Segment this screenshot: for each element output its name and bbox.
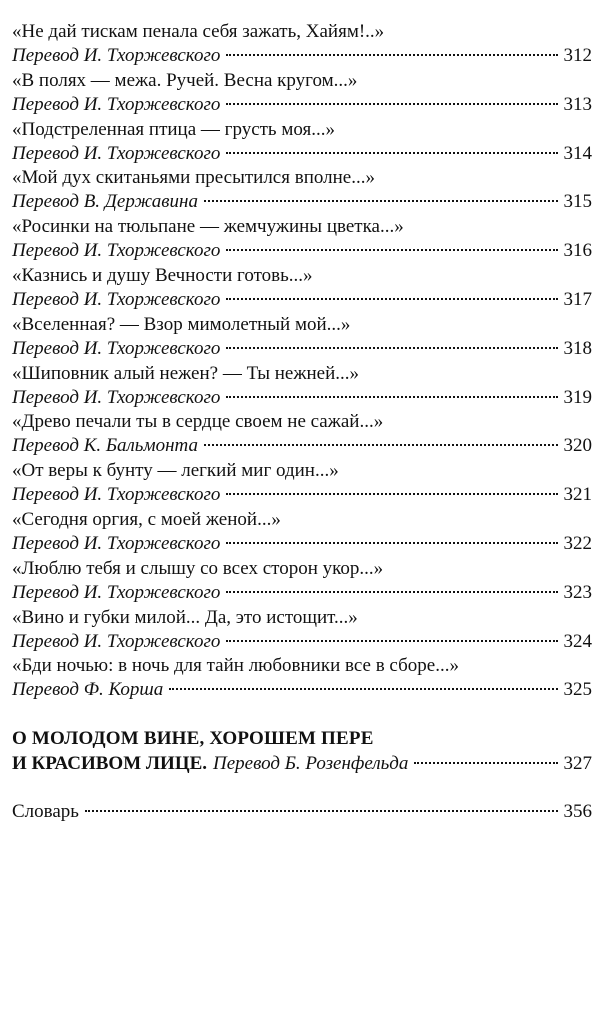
- toc-entry: [12, 215, 592, 263]
- translator-line: [12, 581, 592, 605]
- toc-entry: [12, 166, 592, 214]
- dot-leader: [226, 103, 557, 105]
- translator: Перевод И. Тхоржевского: [12, 581, 221, 603]
- dot-leader: [204, 200, 558, 202]
- poem-title: «Сегодня оргия, с моей женой...»: [12, 509, 281, 530]
- page-number: 323: [563, 581, 592, 603]
- translator: Перевод И. Тхоржевского: [12, 630, 221, 652]
- dictionary-label: Словарь: [12, 801, 79, 822]
- section-title-line-1: О МОЛОДОМ ВИНЕ, ХОРОШЕМ ПЕРЕ: [12, 728, 374, 749]
- translator-line: [12, 288, 592, 312]
- translator-line: [12, 142, 592, 166]
- dot-leader: [226, 591, 557, 593]
- translator: Перевод И. Тхоржевского: [12, 93, 221, 115]
- page-number: 318: [563, 337, 592, 359]
- toc-entry: [12, 118, 592, 166]
- translator: Перевод И. Тхоржевского: [12, 533, 221, 554]
- translator-line: [12, 93, 592, 117]
- translator-line: [12, 190, 592, 214]
- translator: Перевод И. Тхоржевского: [12, 484, 221, 506]
- toc-dictionary: [12, 800, 592, 824]
- dot-leader: [226, 396, 557, 398]
- toc-entry: [12, 606, 592, 654]
- dot-leader: [226, 493, 557, 495]
- toc-entry: [12, 264, 592, 312]
- translator: Перевод И. Тхоржевского: [12, 337, 221, 359]
- dot-leader: [414, 762, 557, 764]
- poem-title: «Подстреленная птица — грусть моя...»: [12, 118, 335, 140]
- poem-title: «Вселенная? — Взор мимолетный мой...»: [12, 313, 351, 335]
- page-number: 320: [563, 435, 592, 457]
- dot-leader: [226, 249, 557, 251]
- poem-title: «Росинки на тюльпане — жемчужины цветка...»: [12, 216, 404, 238]
- dot-leader: [169, 688, 557, 690]
- page-number: 316: [563, 240, 592, 262]
- section-translator: Перевод Б. Розенфельда: [213, 753, 409, 774]
- dot-leader: [226, 640, 557, 642]
- poem-title: «Люблю тебя и слышу со всех сторон укор...»: [12, 557, 384, 579]
- translator: Перевод И. Тхоржевского: [12, 142, 221, 164]
- poem-title: «Вино и губки милой... Да, это истощит...»: [12, 606, 358, 628]
- translator-line: [12, 44, 592, 68]
- translator: Перевод В. Державина: [12, 191, 198, 213]
- page-number: 321: [563, 484, 592, 506]
- section-title-line-2: И КРАСИВОМ ЛИЦЕ.: [12, 753, 208, 774]
- page-number: 324: [563, 630, 592, 652]
- toc-entry: [12, 20, 592, 68]
- translator-line: [12, 630, 592, 654]
- translator: Перевод И. Тхоржевского: [12, 240, 221, 262]
- section-title-line-2-row: [12, 752, 592, 776]
- poem-title: «Шиповник алый нежен? — Ты нежней...»: [12, 362, 359, 384]
- translator: Перевод И. Тхоржевского: [12, 289, 221, 310]
- dot-leader: [204, 444, 558, 446]
- translator-line: [12, 239, 592, 263]
- page-number: 312: [563, 45, 592, 66]
- translator: Перевод И. Тхоржевского: [12, 386, 221, 408]
- translator-line: [12, 434, 592, 458]
- dictionary-page-number: 356: [563, 801, 592, 822]
- poem-title: «Не дай тискам пенала себя зажать, Хайям!..»: [12, 21, 385, 42]
- poem-title: «От веры к бунту — легкий миг один...»: [12, 460, 339, 482]
- toc-entry: [12, 557, 592, 605]
- translator-line: [12, 337, 592, 361]
- dot-leader: [85, 810, 558, 812]
- toc-section: [12, 727, 592, 776]
- page-number: 317: [563, 289, 592, 310]
- translator-line: [12, 678, 592, 702]
- dot-leader: [226, 298, 557, 300]
- page-number: 315: [563, 191, 592, 213]
- dot-leader: [226, 347, 557, 349]
- toc-entry: [12, 508, 592, 556]
- toc-entry: [12, 410, 592, 458]
- poem-title: «Бди ночью: в ночь для тайн любовники все в сборе...»: [12, 655, 459, 677]
- section-page-number: 327: [563, 753, 592, 774]
- translator-line: [12, 483, 592, 507]
- dot-leader: [226, 152, 557, 154]
- toc-entry: [12, 362, 592, 410]
- page-number: 313: [563, 93, 592, 115]
- toc-entry: [12, 654, 592, 702]
- translator-line: [12, 386, 592, 410]
- page-number: 314: [563, 142, 592, 164]
- page-number: 319: [563, 386, 592, 408]
- page-number: 322: [563, 533, 592, 554]
- translator: Перевод К. Бальмонта: [12, 435, 198, 457]
- translator: Перевод И. Тхоржевского: [12, 45, 221, 66]
- translator-line: [12, 532, 592, 556]
- poem-title: «Казнись и душу Вечности готовь...»: [12, 265, 313, 286]
- page-number: 325: [563, 679, 592, 701]
- poem-title: «В полях — межа. Ручей. Весна кругом...»: [12, 69, 358, 91]
- dot-leader: [226, 54, 557, 56]
- poem-title: «Мой дух скитаньями пресытился вполне...»: [12, 167, 375, 189]
- toc-entry: [12, 313, 592, 361]
- translator: Перевод Ф. Корша: [12, 679, 164, 701]
- poem-title: «Древо печали ты в сердце своем не сажай...»: [12, 411, 384, 433]
- dot-leader: [226, 542, 557, 544]
- toc-entry: [12, 459, 592, 507]
- toc-entry: [12, 69, 592, 117]
